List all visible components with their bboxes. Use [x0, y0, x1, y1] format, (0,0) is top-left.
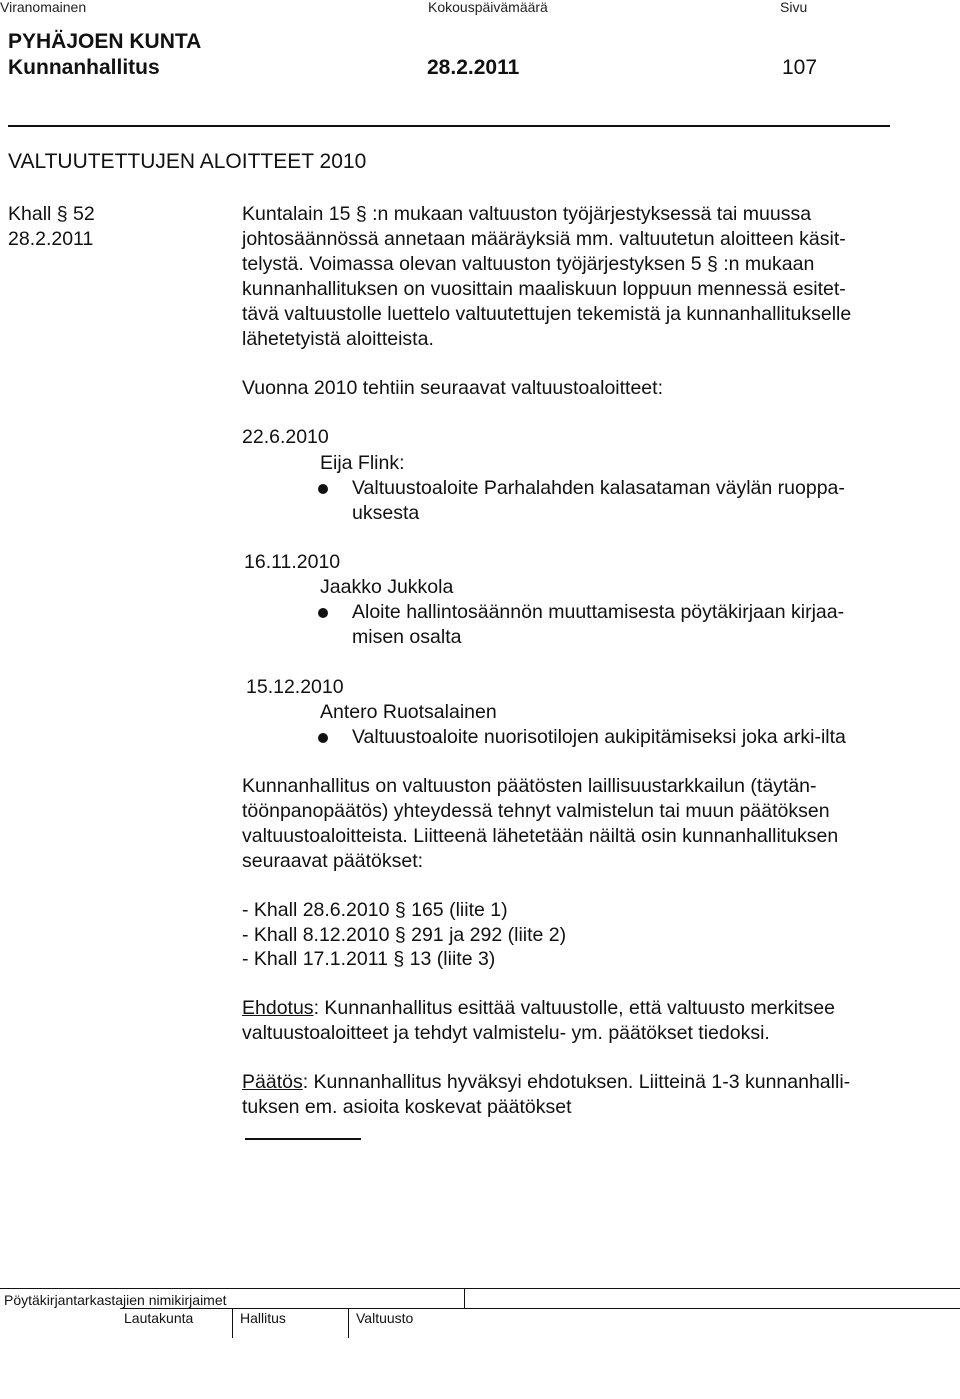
- footer-cell-executive: Hallitus: [240, 1310, 286, 1326]
- bullet-icon: [318, 484, 328, 494]
- bullet-icon: [318, 608, 328, 618]
- initiative-author: Eija Flink:: [320, 452, 405, 474]
- text-line: seuraavat päätökset:: [242, 850, 424, 872]
- text-line: Kunnanhallitus on valtuuston päätösten laillisuustarkkailun (täytän-: [242, 775, 817, 797]
- footer-grid-rule: [120, 1308, 960, 1309]
- text-line: lähetetyistä aloitteista.: [242, 328, 434, 350]
- proposal-text: : Kunnanhallitus esittää valtuustolle, että valtuusto merkitsee: [313, 997, 835, 1019]
- text-line: kunnanhallituksen on vuosittain maaliskuun loppuun mennessä esitet-: [242, 278, 846, 300]
- initiative-date: 15.12.2010: [246, 676, 344, 698]
- header-col-authority: Viranomainen: [0, 0, 87, 15]
- decision-label: Päätös: [242, 1071, 303, 1093]
- reference-line-2: 28.2.2011: [8, 228, 94, 250]
- initiative-text: Aloite hallintosäännön muuttamisesta pöytäkirjaan kirjaa-: [352, 601, 845, 623]
- decision-item: - Khall 17.1.2011 § 13 (liite 3): [242, 948, 496, 970]
- bullet-icon: [318, 733, 328, 743]
- text-line: töönpanopäätös) yhteydessä tehnyt valmistelun tai muun päätöksen: [242, 800, 830, 822]
- decision-item: - Khall 8.12.2010 § 291 ja 292 (liite 2): [242, 924, 567, 946]
- initiative-text: misen osalta: [352, 626, 462, 648]
- authority-name: Kunnanhallitus: [8, 56, 160, 79]
- meeting-date: 28.2.2011: [427, 56, 520, 79]
- header-col-page: Sivu: [780, 0, 808, 15]
- initiative-text: Valtuustoaloite nuorisotilojen aukipitämiseksi joka arki-ilta: [352, 726, 846, 748]
- footer-top-rule: [0, 1288, 960, 1289]
- initiative-text: Valtuustoaloite Parhalahden kalasataman väylän ruoppa-: [352, 477, 845, 499]
- footer-divider: [232, 1308, 233, 1338]
- proposal-line-2: valtuustoaloitteet ja tehdyt valmistelu- ym. päätökset tiedoksi.: [242, 1022, 770, 1044]
- proposal-line-1: [242, 997, 835, 1020]
- text-line: valtuustoaloitteista. Liitteenä lähetetään näiltä osin kunnanhallituksen: [242, 825, 839, 847]
- footer-cell-council: Valtuusto: [356, 1310, 414, 1326]
- text-line: johtosäännössä annetaan määräyksiä mm. valtuutetun aloitteen käsit-: [242, 228, 846, 250]
- footer-cell-board: Lautakunta: [124, 1310, 194, 1326]
- decision-line-1: [242, 1071, 850, 1094]
- footer-label: Pöytäkirjantarkastajien nimikirjaimet: [4, 1292, 227, 1308]
- initiative-author: Jaakko Jukkola: [320, 576, 454, 598]
- text-line: Kuntalain 15 § :n mukaan valtuuston työjärjestyksessä tai muussa: [242, 203, 812, 225]
- header-rule: [8, 125, 890, 127]
- initiative-date: 22.6.2010: [242, 426, 329, 448]
- footer-divider: [348, 1308, 349, 1338]
- year-intro: Vuonna 2010 tehtiin seuraavat valtuustoaloitteet:: [242, 377, 663, 399]
- decision-line-2: tuksen em. asioita koskevat päätökset: [242, 1096, 572, 1118]
- decision-text: : Kunnanhallitus hyväksyi ehdotuksen. Liitteinä 1-3 kunnanhalli-: [302, 1071, 851, 1093]
- initiative-author: Antero Ruotsalainen: [320, 701, 497, 723]
- section-title: VALTUUTETTUJEN ALOITTEET 2010: [8, 150, 367, 173]
- organization-name: PYHÄJOEN KUNTA: [8, 30, 202, 53]
- proposal-label: Ehdotus: [242, 997, 314, 1019]
- signature-rule: [245, 1138, 361, 1140]
- initiative-text: uksesta: [352, 502, 420, 524]
- page-number: 107: [782, 56, 818, 79]
- footer-divider: [464, 1288, 465, 1308]
- text-line: telystä. Voimassa olevan valtuuston työjärjestyksen 5 § :n mukaan: [242, 253, 815, 275]
- reference-line-1: Khall § 52: [8, 203, 95, 225]
- header-col-meeting-date: Kokouspäivämäärä: [428, 0, 548, 15]
- text-line: tävä valtuustolle luettelo valtuutettujen tekemistä ja kunnanhallitukselle: [242, 303, 852, 325]
- initiative-date: 16.11.2010: [244, 551, 341, 573]
- decision-item: - Khall 28.6.2010 § 165 (liite 1): [242, 899, 508, 921]
